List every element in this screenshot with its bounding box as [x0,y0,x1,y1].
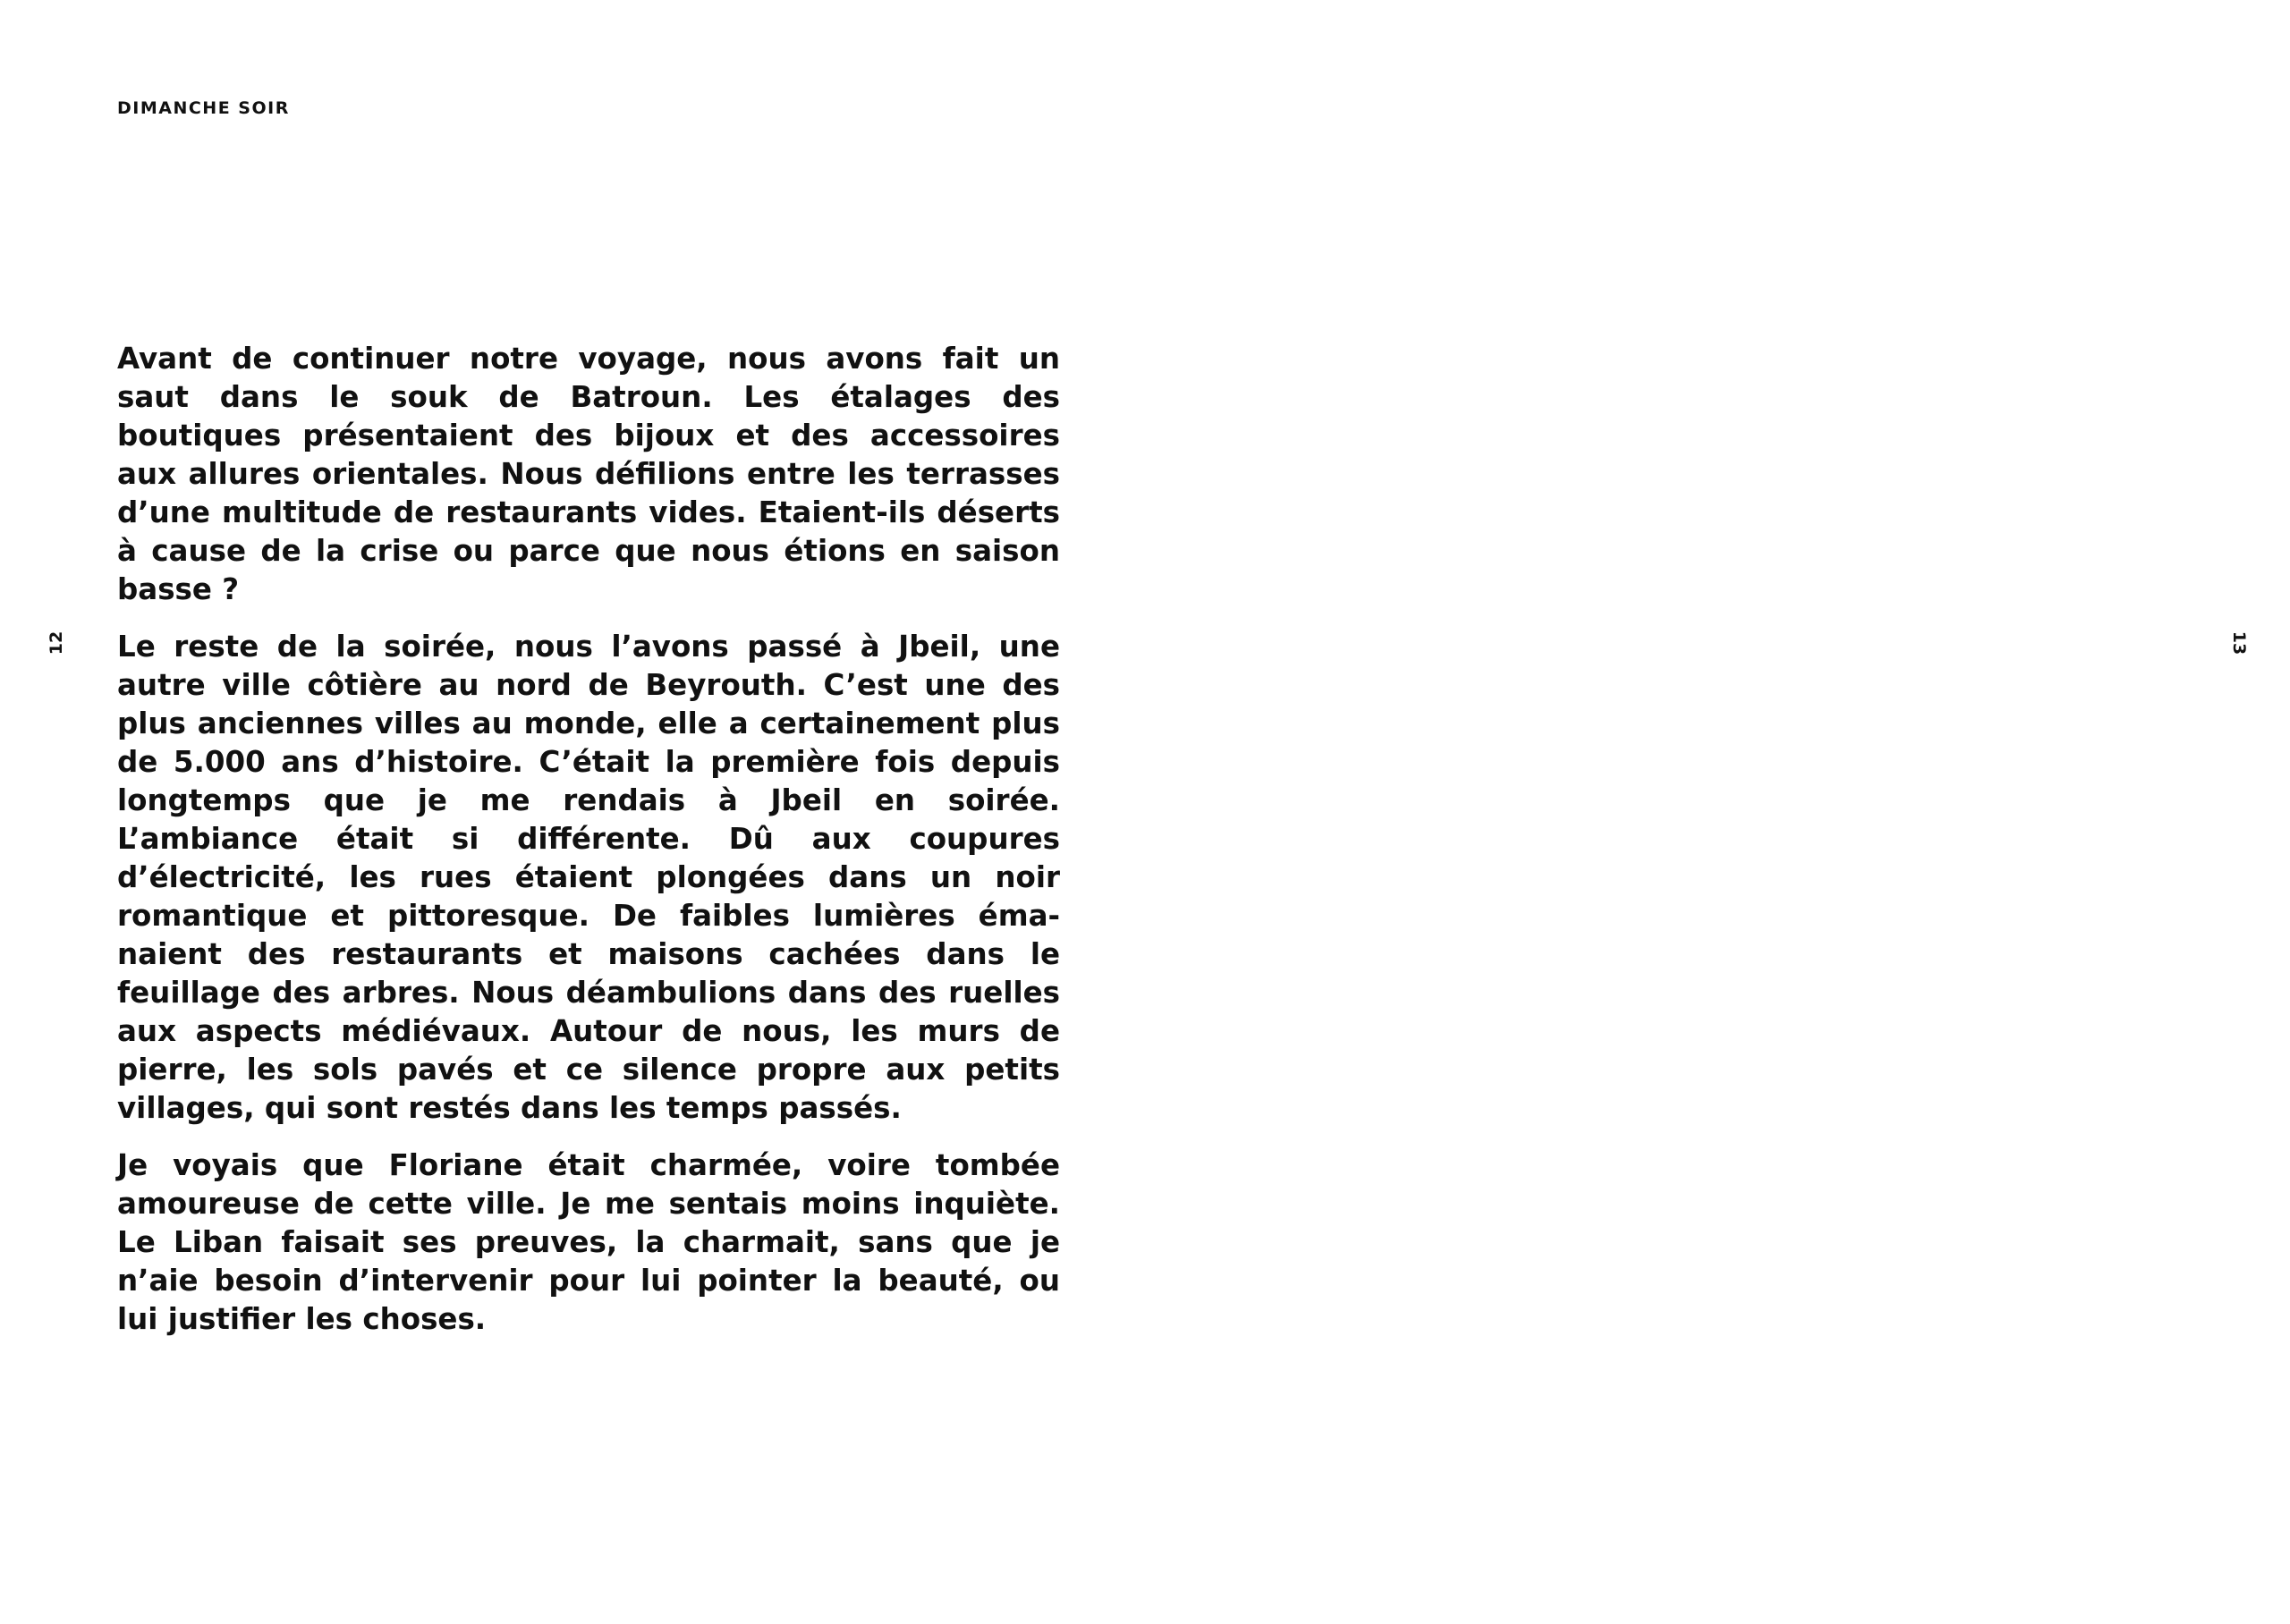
paragraph: Avant de continuer notre voyage, nous avons fait un saut dans le souk de Batroun. Les étalages des boutiques présentaient des bijoux et des accessoires aux allures orientales. Nous défilions entre les terrasses d’une multitude de restaurants vides. Etaient-ils déserts à cause de la crise ou parce que nous étions en saison basse ? [117,342,1060,606]
body-text [117,340,1060,1358]
page-number-left: 12 [47,630,67,656]
paragraph: Je voyais que Floriane était charmée, voire tombée amoureuse de cette ville. Je me sentais moins inquiète. Le Liban faisait ses preuves, la charmait, sans que je n’aie besoin d’intervenir pour lui pointer la beauté, ou lui justifier les choses. [117,1148,1060,1336]
paragraph: Le reste de la soirée, nous l’avons passé à Jbeil, une autre ville côtière au nord de Beyrouth. C’est une des plus anciennes villes au monde, elle a certainement plus de 5.000 ans d’histoire. C’était la première fois depuis longtemps que je me rendais à Jbeil en soirée. L’ambiance était si différente. Dû aux coupures d’électricité, les rues étaient plongées dans un noir romantique et pittoresque. De faibles lumières émanaient des restaurants et maisons cachées dans le feuillage des arbres. Nous déambulions dans des ruelles aux aspects médiévaux. Autour de nous, les murs de pierre, les sols pavés et ce silence propre aux petits villages, qui sont restés dans les temps passés. [117,630,1060,1125]
running-head: DIMANCHE SOIR [117,98,290,118]
page-number-right: 13 [2229,630,2250,656]
